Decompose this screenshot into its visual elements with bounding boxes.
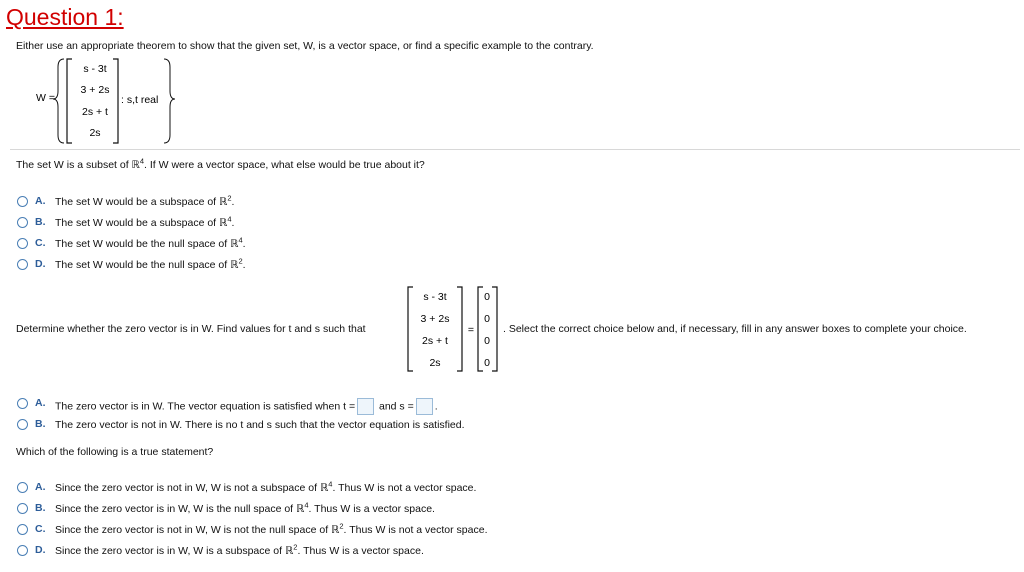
matrix-entry: s - 3t	[423, 291, 447, 303]
zero-vector-equation	[405, 283, 505, 375]
zero-entry: 0	[484, 291, 490, 303]
zero-entry: 0	[484, 335, 490, 347]
radio-button[interactable]	[17, 259, 28, 270]
set-entry: 2s + t	[82, 106, 108, 118]
radio-button[interactable]	[17, 217, 28, 228]
set-entry: s - 3t	[83, 63, 107, 75]
radio-button[interactable]	[17, 398, 28, 409]
set-condition: : s,t real	[121, 94, 159, 106]
radio-button[interactable]	[17, 524, 28, 535]
matrix-entry: 2s	[429, 357, 441, 369]
set-entry: 2s	[89, 127, 101, 139]
radio-button[interactable]	[17, 196, 28, 207]
set-entry: 3 + 2s	[80, 84, 110, 96]
zero-entry: 0	[484, 357, 490, 369]
radio-button[interactable]	[17, 238, 28, 249]
problem-prompt: Either use an appropriate theorem to show that the given set, W, is a vector space, or find a specific example to the contrary.	[16, 40, 594, 52]
part2-question-before: Determine whether the zero vector is in W. Find values for t and s such that	[16, 323, 366, 335]
radio-button[interactable]	[17, 482, 28, 493]
part1-question: The set W is a subset of ℝ$^4$. If W were a vector space, what else would be true about it?	[16, 156, 425, 171]
matrix-entry: 2s + t	[422, 335, 448, 347]
radio-button[interactable]	[17, 503, 28, 514]
t-answer-box[interactable]	[357, 398, 374, 415]
zero-entry: 0	[484, 313, 490, 325]
s-answer-box[interactable]	[416, 398, 433, 415]
part3-question: Which of the following is a true statement?	[16, 446, 214, 458]
part2-question-after: . Select the correct choice below and, if necessary, fill in any answer boxes to complete your choice.	[503, 323, 967, 335]
radio-button[interactable]	[17, 419, 28, 430]
radio-button[interactable]	[17, 545, 28, 556]
set-lhs: W =	[36, 92, 55, 104]
matrix-entry: 3 + 2s	[420, 313, 450, 325]
divider	[10, 149, 1020, 150]
equals-sign: =	[467, 324, 475, 336]
set-definition	[30, 55, 200, 150]
page-title: Question 1:	[6, 4, 124, 30]
